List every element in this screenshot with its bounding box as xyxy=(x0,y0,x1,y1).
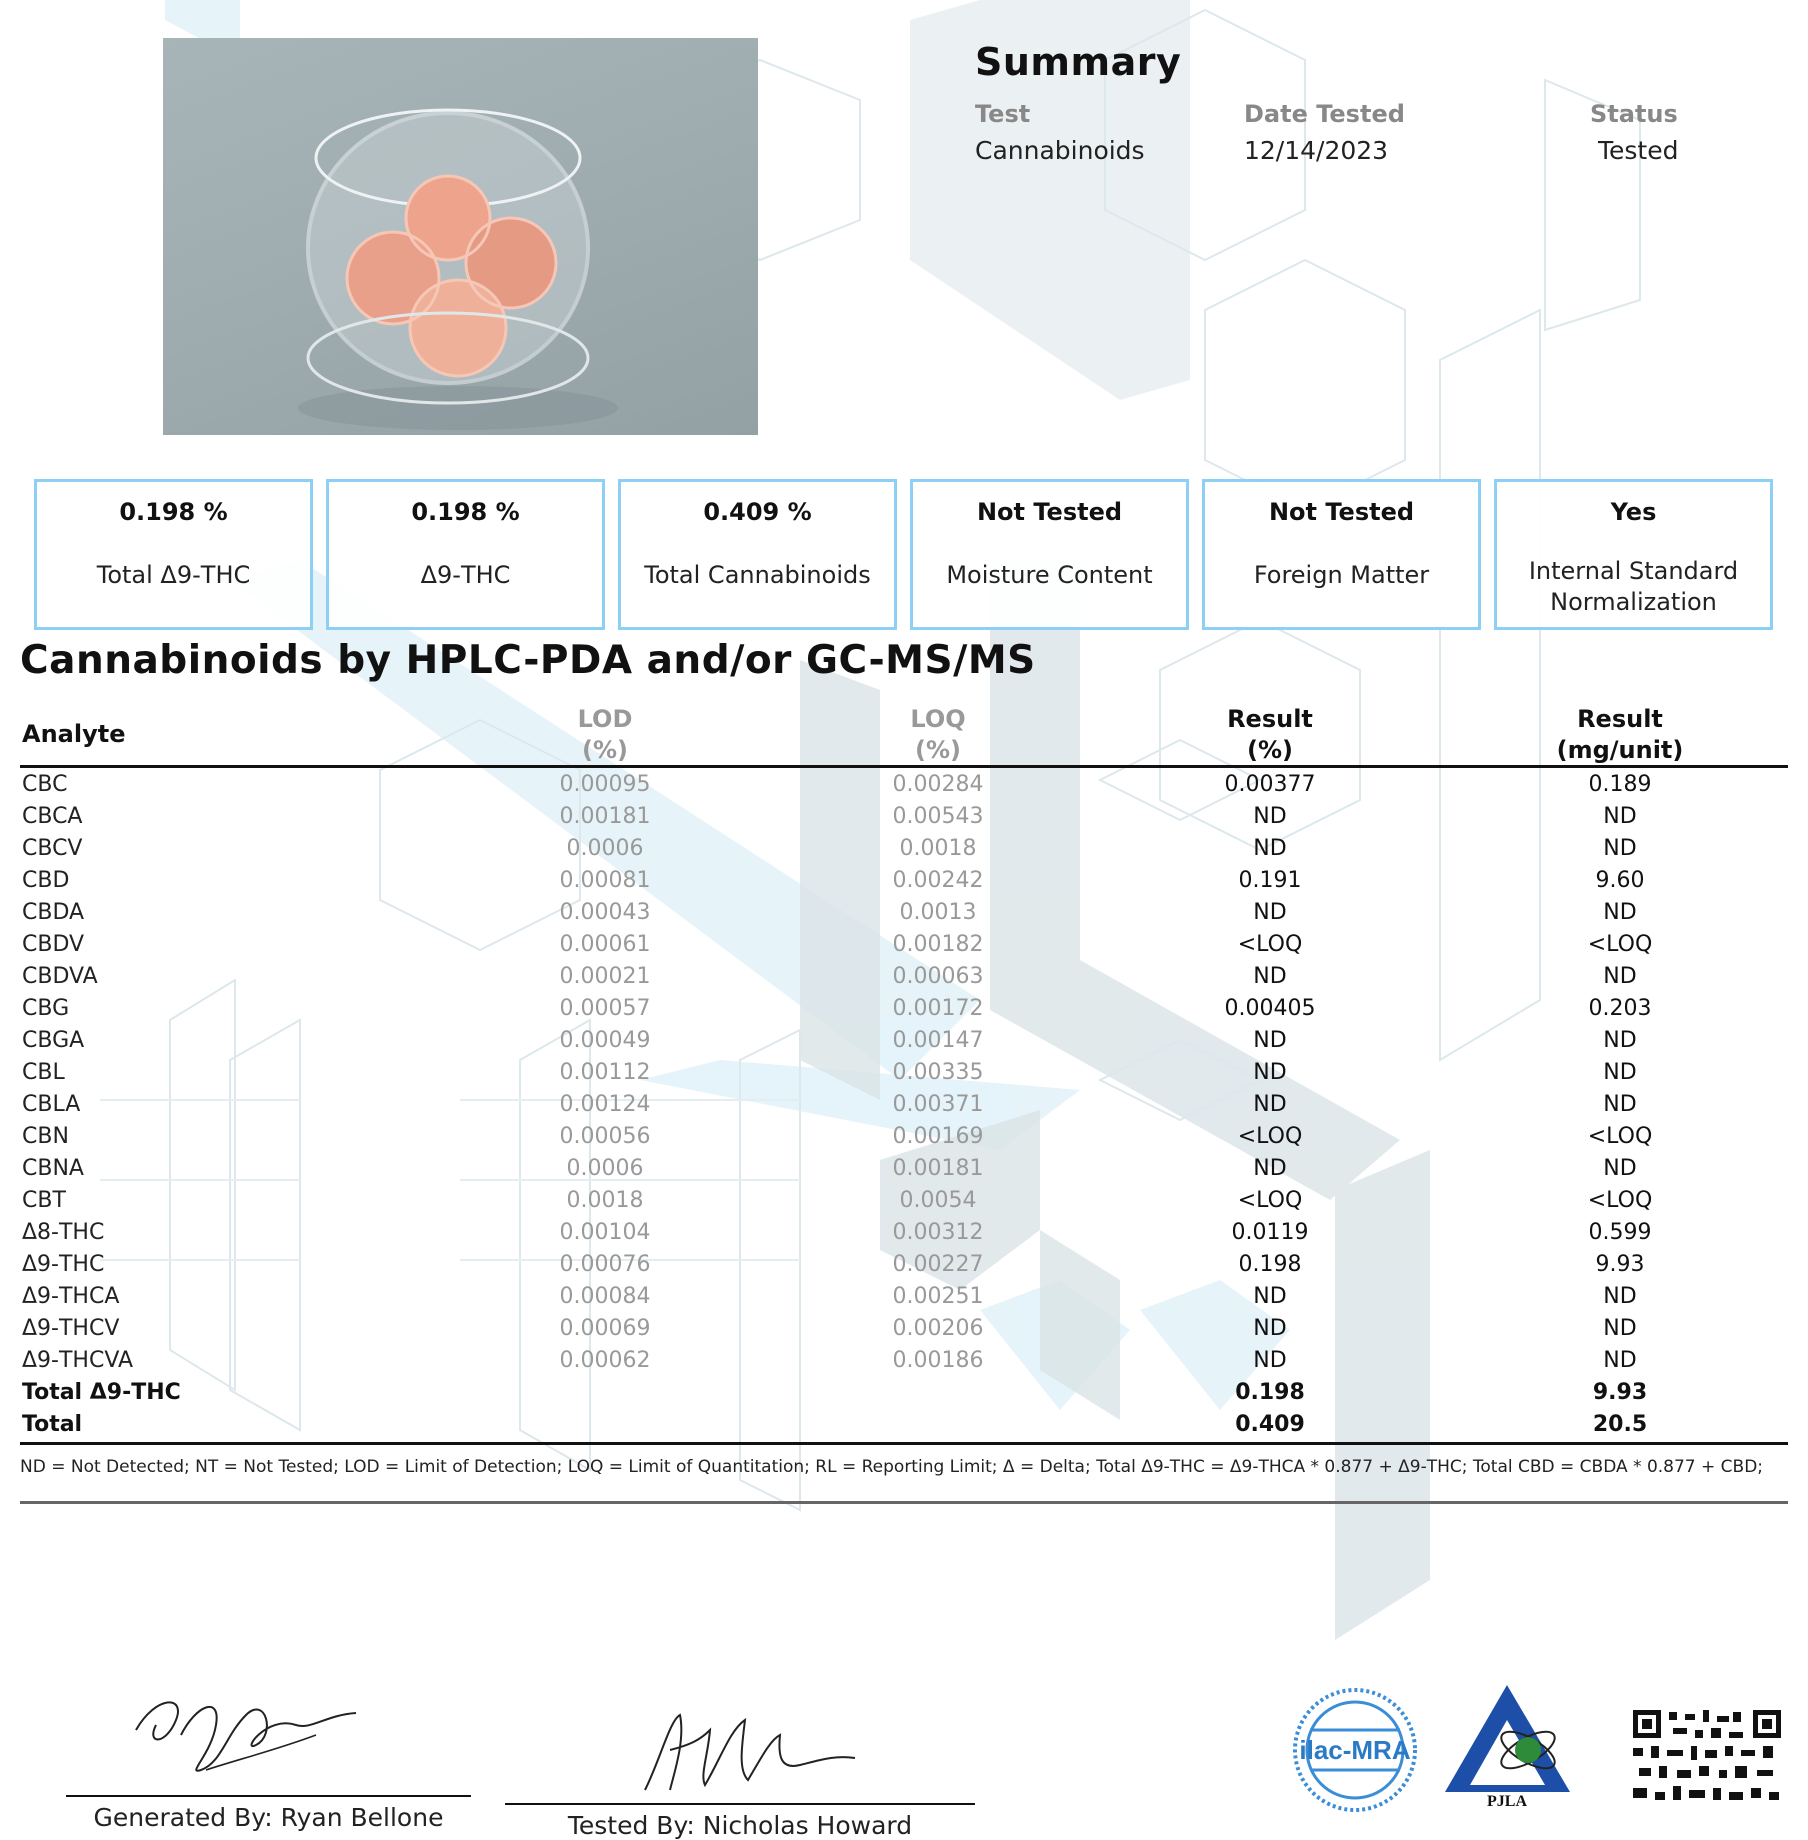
card-total-cannabinoids xyxy=(618,479,897,630)
table-row xyxy=(20,1088,1788,1120)
cell-result-mg: 20.5 xyxy=(1592,1412,1648,1437)
card-value: 0.409 % xyxy=(703,498,812,526)
header-lod xyxy=(485,704,725,766)
card-value: Yes xyxy=(1610,498,1657,526)
cell-result-mg: ND xyxy=(1603,1348,1637,1373)
cell-result-pct: ND xyxy=(1253,1284,1287,1309)
cell-loq: 0.00147 xyxy=(892,1028,984,1053)
table-row xyxy=(20,960,1788,992)
cell-result-pct: ND xyxy=(1253,1348,1287,1373)
cell-result-pct: ND xyxy=(1253,1060,1287,1085)
card-value: Not Tested xyxy=(976,498,1123,526)
summary-test-label: Test xyxy=(975,100,1031,128)
cell-analyte: CBGA xyxy=(22,1028,85,1053)
card-value: 0.198 % xyxy=(119,498,228,526)
cell-result-mg: 9.93 xyxy=(1592,1380,1648,1405)
header-loq xyxy=(818,704,1058,766)
divider xyxy=(20,1501,1788,1504)
table-row xyxy=(20,800,1788,832)
table-body xyxy=(20,768,1788,1440)
cell-lod: 0.00112 xyxy=(559,1060,651,1085)
cell-result-mg: ND xyxy=(1603,836,1637,861)
table-row xyxy=(20,992,1788,1024)
cell-lod: 0.00056 xyxy=(559,1124,651,1149)
cell-lod: 0.00062 xyxy=(559,1348,651,1373)
cell-analyte: CBCV xyxy=(22,836,83,861)
table-row xyxy=(20,1152,1788,1184)
summary-date-value: 12/14/2023 xyxy=(1244,136,1389,165)
table-row xyxy=(20,832,1788,864)
cell-loq: 0.0018 xyxy=(899,836,977,861)
summary-title: Summary xyxy=(975,40,1182,84)
card-internal-standard xyxy=(1494,479,1773,630)
cell-result-mg: 9.93 xyxy=(1595,1252,1645,1277)
cell-analyte: CBC xyxy=(22,772,68,797)
cell-loq: 0.0013 xyxy=(899,900,977,925)
table-footnote: ND = Not Detected; NT = Not Tested; LOD = Limit of Detection; LOQ = Limit of Quantitation; RL = Reporting Limit; Δ = Delta; Total Δ9-THC = Δ9-THCA * 0.877 + Δ9-THC; Total CBD = CBDA * 0.877 + CBD; xyxy=(20,1457,1764,1477)
summary-test xyxy=(975,100,1145,165)
cell-lod: 0.00057 xyxy=(559,996,651,1021)
header-result-pct-unit: (%) xyxy=(1247,736,1293,764)
cell-lod: 0.00061 xyxy=(559,932,651,957)
cell-lod: 0.00181 xyxy=(559,804,651,829)
cell-analyte: Total Δ9-THC xyxy=(22,1380,181,1405)
cell-analyte: CBDA xyxy=(22,900,85,925)
header-result-mg-label: Result xyxy=(1577,705,1663,733)
card-moisture-content xyxy=(910,479,1189,630)
table-row xyxy=(20,1344,1788,1376)
header-result-mg-unit: (mg/unit) xyxy=(1556,736,1684,764)
cell-lod: 0.00043 xyxy=(559,900,651,925)
cell-loq: 0.00543 xyxy=(892,804,984,829)
cell-lod: 0.00049 xyxy=(559,1028,651,1053)
cell-lod: 0.00124 xyxy=(559,1092,651,1117)
cell-analyte: CBDVA xyxy=(22,964,98,989)
cell-lod: 0.00021 xyxy=(559,964,651,989)
cell-result-pct: 0.0119 xyxy=(1231,1220,1309,1245)
cell-result-mg: ND xyxy=(1603,900,1637,925)
header-lod-label: LOD xyxy=(577,705,633,733)
signature-generated xyxy=(66,1675,471,1832)
cell-lod: 0.00084 xyxy=(559,1284,651,1309)
card-label: Internal Standard Normalization xyxy=(1528,557,1739,616)
cell-result-mg: ND xyxy=(1603,964,1637,989)
cell-result-mg: <LOQ xyxy=(1587,1188,1653,1213)
cell-lod: 0.00081 xyxy=(559,868,651,893)
cell-analyte: Δ9-THC xyxy=(22,1252,105,1277)
table-row xyxy=(20,864,1788,896)
cell-result-pct: ND xyxy=(1253,836,1287,861)
cell-result-pct: ND xyxy=(1253,1092,1287,1117)
signature-tested xyxy=(505,1700,975,1840)
card-value: Not Tested xyxy=(1268,498,1415,526)
header-result-pct-label: Result xyxy=(1227,705,1313,733)
product-photo xyxy=(163,38,758,435)
cell-result-pct: ND xyxy=(1253,900,1287,925)
cell-analyte: CBG xyxy=(22,996,70,1021)
section-title: Cannabinoids by HPLC-PDA and/or GC-MS/MS xyxy=(20,638,1036,683)
cell-result-mg: ND xyxy=(1603,1028,1637,1053)
ilac-logo-text: ilac-MRA xyxy=(1299,1735,1411,1765)
cell-analyte: Δ9-THCV xyxy=(22,1316,120,1341)
cell-result-pct: 0.198 xyxy=(1238,1252,1302,1277)
cell-result-mg: 0.599 xyxy=(1588,1220,1652,1245)
cell-result-pct: <LOQ xyxy=(1237,1124,1303,1149)
cell-result-mg: <LOQ xyxy=(1587,932,1653,957)
cell-result-mg: 0.203 xyxy=(1588,996,1652,1021)
cell-result-pct: 0.409 xyxy=(1235,1412,1305,1437)
cell-loq: 0.00172 xyxy=(892,996,984,1021)
cell-result-mg: ND xyxy=(1603,804,1637,829)
cell-result-mg: <LOQ xyxy=(1587,1124,1653,1149)
summary-status-value: Tested xyxy=(1598,136,1679,165)
table-row xyxy=(20,1184,1788,1216)
cell-result-mg: ND xyxy=(1603,1316,1637,1341)
cell-lod: 0.0006 xyxy=(566,836,644,861)
cell-result-pct: ND xyxy=(1253,964,1287,989)
cell-loq: 0.00186 xyxy=(892,1348,984,1373)
cannabinoid-table xyxy=(20,700,1788,1504)
cell-analyte: Total xyxy=(22,1412,83,1437)
header-result-pct xyxy=(1150,704,1390,766)
cell-loq: 0.00182 xyxy=(892,932,984,957)
cell-result-pct: 0.198 xyxy=(1235,1380,1305,1405)
signature-image-generated xyxy=(126,1675,386,1785)
cell-analyte: CBL xyxy=(22,1060,65,1085)
cell-result-pct: <LOQ xyxy=(1237,932,1303,957)
card-label: Foreign Matter xyxy=(1253,561,1430,589)
header-loq-label: LOQ xyxy=(910,705,966,733)
header-result-mg xyxy=(1500,704,1740,766)
cell-result-pct: 0.00377 xyxy=(1224,772,1316,797)
cell-result-pct: ND xyxy=(1253,1028,1287,1053)
card-value: 0.198 % xyxy=(411,498,520,526)
cell-analyte: CBD xyxy=(22,868,70,893)
table-row xyxy=(20,768,1788,800)
header-lod-unit: (%) xyxy=(582,736,628,764)
table-footer xyxy=(20,1442,1788,1501)
cell-analyte: CBN xyxy=(22,1124,69,1149)
cell-loq: 0.0054 xyxy=(899,1188,977,1213)
cell-result-pct: ND xyxy=(1253,804,1287,829)
qr-code[interactable] xyxy=(1633,1710,1783,1808)
cell-analyte: Δ9-THCA xyxy=(22,1284,120,1309)
summary-test-value: Cannabinoids xyxy=(975,136,1145,165)
table-total-row xyxy=(20,1376,1788,1408)
cell-lod: 0.00076 xyxy=(559,1252,651,1277)
summary-date xyxy=(1244,100,1405,165)
table-row xyxy=(20,1280,1788,1312)
summary-date-label: Date Tested xyxy=(1244,100,1405,128)
cell-result-mg: ND xyxy=(1603,1156,1637,1181)
table-row xyxy=(20,1120,1788,1152)
cell-result-mg: ND xyxy=(1603,1060,1637,1085)
cell-result-mg: 9.60 xyxy=(1595,868,1645,893)
generated-by-caption: Generated By: Ryan Bellone xyxy=(93,1803,444,1832)
signature-image-tested xyxy=(630,1700,870,1795)
summary-status-label: Status xyxy=(1590,100,1678,128)
table-row xyxy=(20,1248,1788,1280)
table-row xyxy=(20,1216,1788,1248)
cell-analyte: CBLA xyxy=(22,1092,81,1117)
tested-by-caption: Tested By: Nicholas Howard xyxy=(567,1811,913,1840)
cell-analyte: CBT xyxy=(22,1188,66,1213)
card-label: Moisture Content xyxy=(946,561,1153,589)
cell-analyte: CBNA xyxy=(22,1156,84,1181)
cell-loq: 0.00181 xyxy=(892,1156,984,1181)
summary-status xyxy=(1590,100,1678,165)
cell-loq: 0.00206 xyxy=(892,1316,984,1341)
cell-lod: 0.00104 xyxy=(559,1220,651,1245)
card-total-d9-thc xyxy=(34,479,313,630)
card-label: Total Δ9-THC xyxy=(96,561,251,589)
header-analyte: Analyte xyxy=(22,720,126,748)
cell-result-mg: ND xyxy=(1603,1284,1637,1309)
card-foreign-matter xyxy=(1202,479,1481,630)
ilac-mra-logo xyxy=(1290,1685,1420,1815)
cell-loq: 0.00312 xyxy=(892,1220,984,1245)
cell-loq: 0.00284 xyxy=(892,772,984,797)
cell-lod: 0.0006 xyxy=(566,1156,644,1181)
cell-loq: 0.00063 xyxy=(892,964,984,989)
cell-loq: 0.00371 xyxy=(892,1092,984,1117)
signature-line xyxy=(505,1803,975,1805)
card-label: Total Cannabinoids xyxy=(644,561,871,589)
table-row xyxy=(20,1024,1788,1056)
cell-result-pct: ND xyxy=(1253,1316,1287,1341)
summary-section xyxy=(975,40,1181,84)
table-row xyxy=(20,896,1788,928)
cell-loq: 0.00242 xyxy=(892,868,984,893)
cell-loq: 0.00169 xyxy=(892,1124,984,1149)
cell-result-pct: 0.191 xyxy=(1238,868,1302,893)
pjla-logo xyxy=(1440,1680,1575,1808)
cell-analyte: Δ8-THC xyxy=(22,1220,105,1245)
cell-lod: 0.0018 xyxy=(566,1188,644,1213)
cell-result-mg: ND xyxy=(1603,1092,1637,1117)
card-label: Δ9-THC xyxy=(420,561,511,589)
cell-loq: 0.00335 xyxy=(892,1060,984,1085)
cell-result-pct: 0.00405 xyxy=(1224,996,1316,1021)
cell-analyte: CBCA xyxy=(22,804,83,829)
cell-loq: 0.00251 xyxy=(892,1284,984,1309)
table-row xyxy=(20,1312,1788,1344)
cell-result-pct: <LOQ xyxy=(1237,1188,1303,1213)
cell-lod: 0.00069 xyxy=(559,1316,651,1341)
cell-result-pct: ND xyxy=(1253,1156,1287,1181)
table-total-row xyxy=(20,1408,1788,1440)
cell-analyte: CBDV xyxy=(22,932,85,957)
cell-lod: 0.00095 xyxy=(559,772,651,797)
signature-line xyxy=(66,1795,471,1797)
cell-result-mg: 0.189 xyxy=(1588,772,1652,797)
pjla-logo-text: PJLA xyxy=(1487,1793,1527,1810)
cell-loq: 0.00227 xyxy=(892,1252,984,1277)
table-row xyxy=(20,928,1788,960)
table-header xyxy=(20,700,1788,768)
cell-analyte: Δ9-THCVA xyxy=(22,1348,134,1373)
header-loq-unit: (%) xyxy=(915,736,961,764)
card-d9-thc xyxy=(326,479,605,630)
table-row xyxy=(20,1056,1788,1088)
